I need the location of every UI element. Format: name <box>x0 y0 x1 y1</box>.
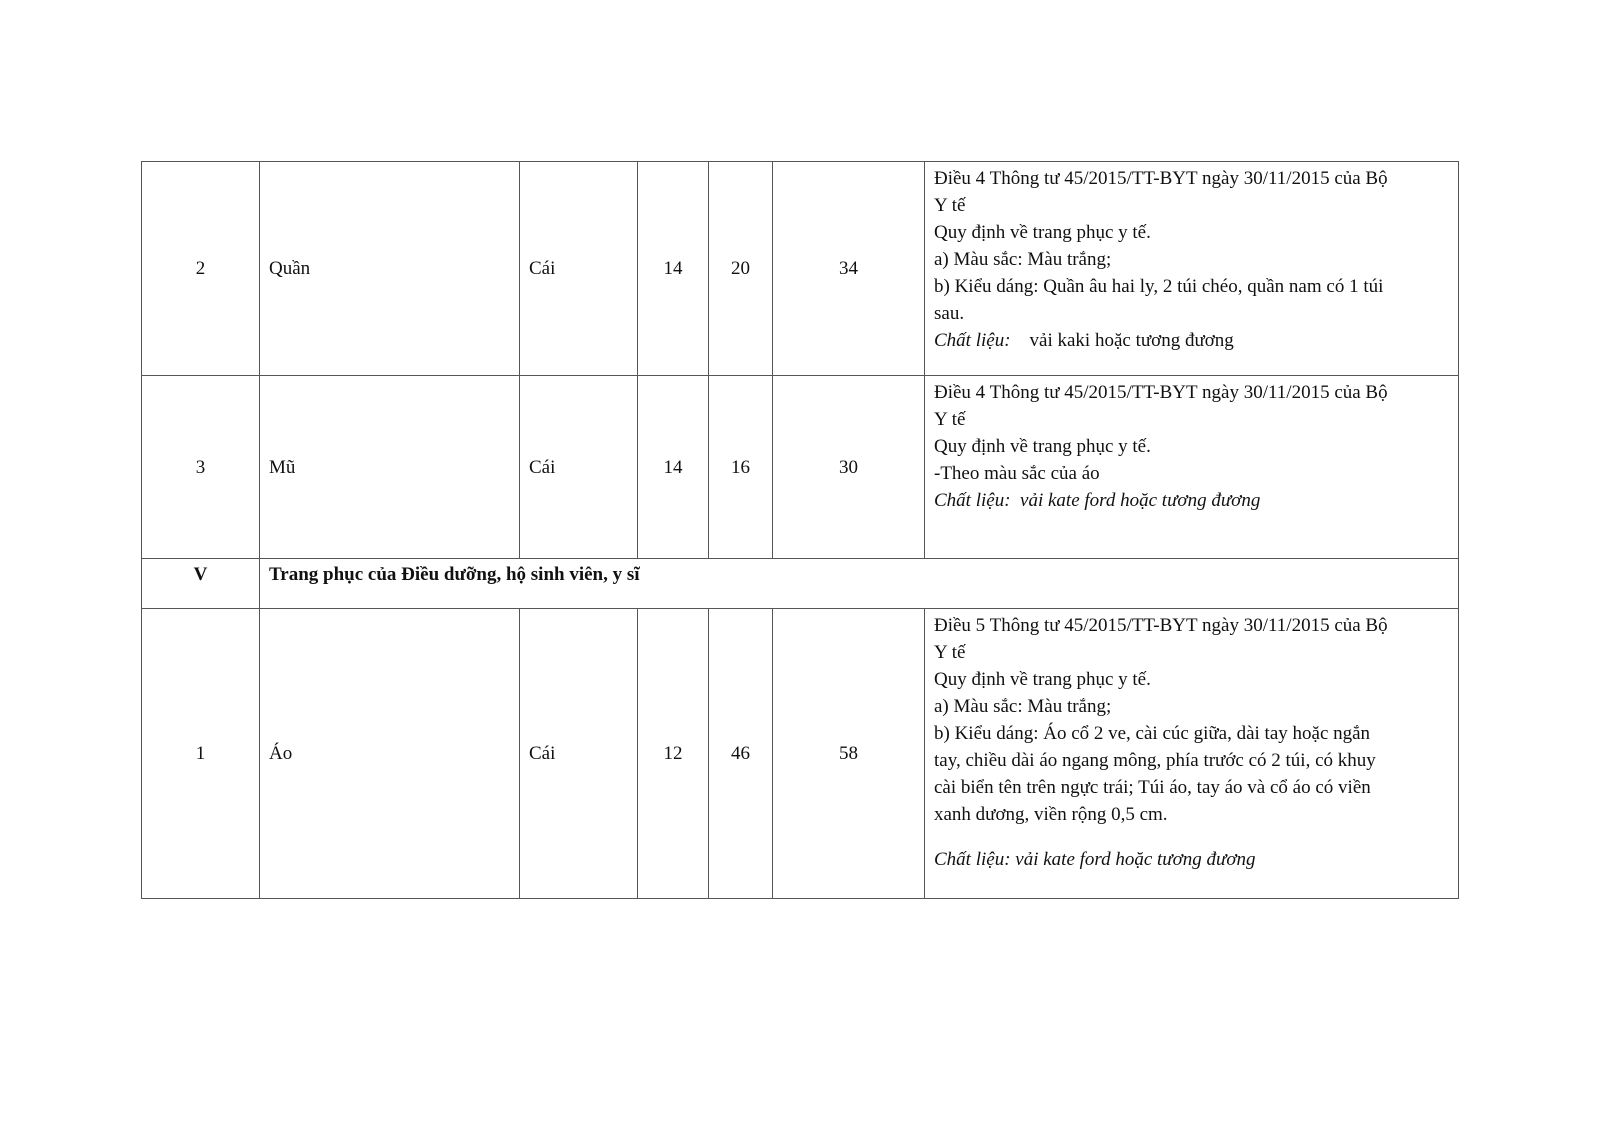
material-line <box>934 327 1444 354</box>
specification <box>925 609 1459 899</box>
spec-line: Điều 4 Thông tư 45/2015/TT-BYT ngày 30/11/2015 của Bộ <box>934 382 1388 403</box>
table-row <box>142 376 1459 559</box>
spec-line: Quy định về trang phục y tế. <box>934 669 1151 690</box>
supply-table <box>141 161 1459 899</box>
quantity-total: 30 <box>773 376 925 559</box>
table-row <box>142 609 1459 899</box>
table-row <box>142 162 1459 376</box>
spec-line: sau. <box>934 303 965 324</box>
section-row <box>142 559 1459 609</box>
spec-line: a) Màu sắc: Màu trắng; <box>934 696 1112 717</box>
item-name: Áo <box>260 609 520 899</box>
spec-line: Điều 5 Thông tư 45/2015/TT-BYT ngày 30/11/2015 của Bộ <box>934 615 1388 636</box>
material-line <box>934 846 1444 873</box>
specification <box>925 162 1459 376</box>
spec-line: Y tế <box>934 195 966 216</box>
row-number: 3 <box>142 376 260 559</box>
row-number: 2 <box>142 162 260 376</box>
material-label: Chất liệu: <box>934 330 1011 351</box>
spec-line: b) Kiểu dáng: Quần âu hai ly, 2 túi chéo, quần nam có 1 túi <box>934 276 1384 297</box>
spec-line: Y tế <box>934 409 966 430</box>
section-title: Trang phục của Điều dưỡng, hộ sinh viên, y sĩ <box>260 559 1459 609</box>
item-name: Quần <box>260 162 520 376</box>
quantity-2: 20 <box>709 162 773 376</box>
unit: Cái <box>520 162 638 376</box>
spec-line: xanh dương, viền rộng 0,5 cm. <box>934 804 1168 825</box>
material-text: Chất liệu: vải kate ford hoặc tương đương <box>934 849 1256 870</box>
material-value: vải kaki hoặc tương đương <box>1029 330 1234 351</box>
quantity-1: 14 <box>638 162 709 376</box>
spec-line: -Theo màu sắc của áo <box>934 463 1100 484</box>
material-label: Chất liệu: <box>934 490 1011 511</box>
quantity-1: 12 <box>638 609 709 899</box>
spec-line: b) Kiểu dáng: Áo cổ 2 ve, cài cúc giữa, dài tay hoặc ngắn <box>934 723 1371 744</box>
material-value: vải kate ford hoặc tương đương <box>1020 490 1261 511</box>
item-name: Mũ <box>260 376 520 559</box>
spec-line: Điều 4 Thông tư 45/2015/TT-BYT ngày 30/11/2015 của Bộ <box>934 168 1388 189</box>
specification <box>925 376 1459 559</box>
spec-line: a) Màu sắc: Màu trắng; <box>934 249 1112 270</box>
spec-line: Quy định về trang phục y tế. <box>934 436 1151 457</box>
spec-line: cài biển tên trên ngực trái; Túi áo, tay áo và cổ áo có viền <box>934 777 1371 798</box>
quantity-2: 46 <box>709 609 773 899</box>
row-number: 1 <box>142 609 260 899</box>
spec-line: Quy định về trang phục y tế. <box>934 222 1151 243</box>
quantity-2: 16 <box>709 376 773 559</box>
unit: Cái <box>520 609 638 899</box>
spacer <box>934 828 1444 846</box>
quantity-1: 14 <box>638 376 709 559</box>
unit: Cái <box>520 376 638 559</box>
quantity-total: 58 <box>773 609 925 899</box>
spec-line: Y tế <box>934 642 966 663</box>
spec-line: tay, chiều dài áo ngang mông, phía trước có 2 túi, có khuy <box>934 750 1376 771</box>
quantity-total: 34 <box>773 162 925 376</box>
section-numeral: V <box>142 559 260 609</box>
material-line <box>934 487 1444 514</box>
